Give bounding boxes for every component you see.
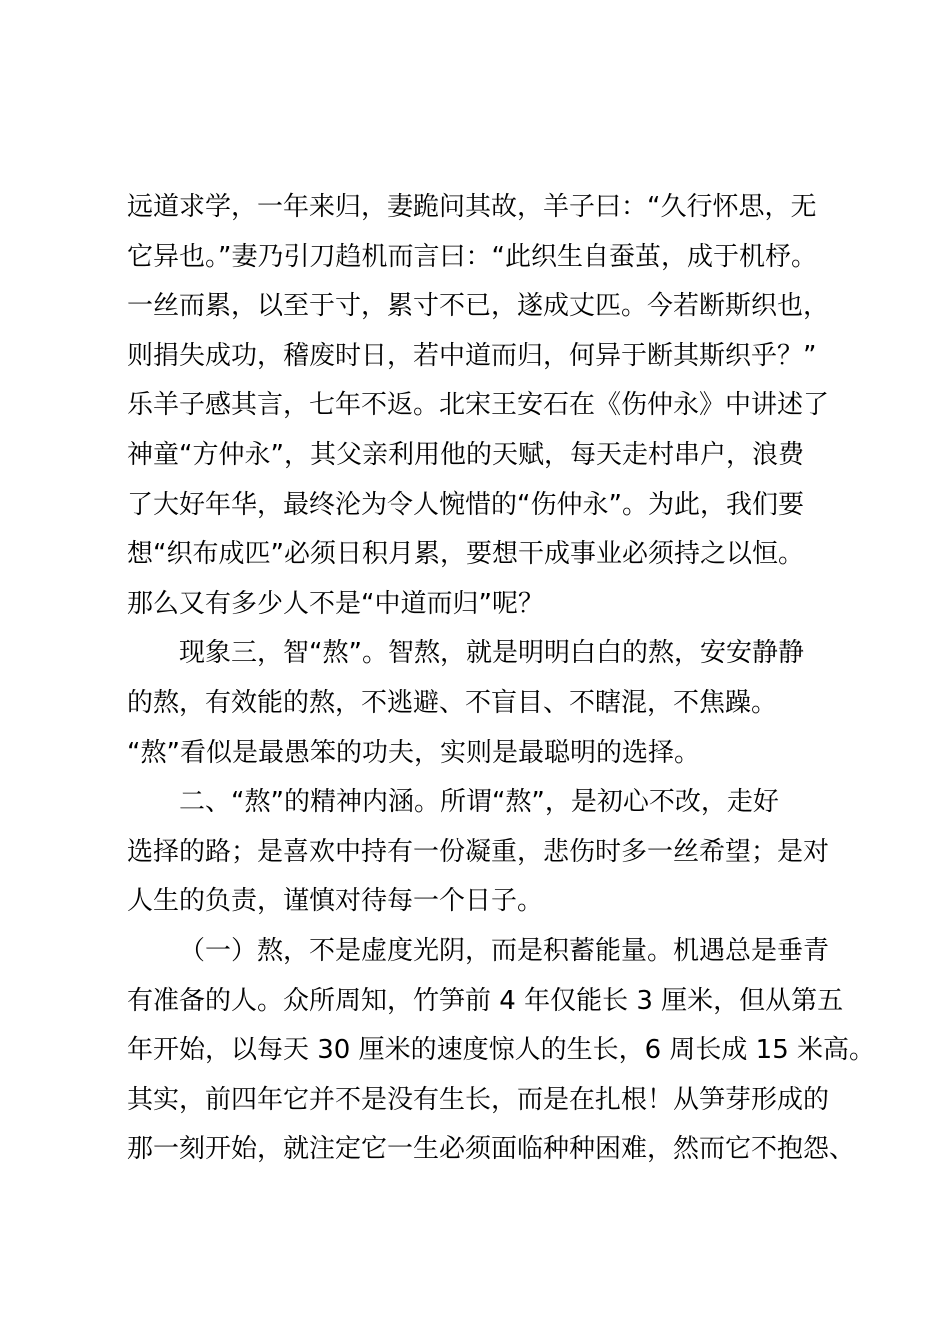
text-line: 远道求学，一年来归，妻跪问其故，羊子曰：“久行怀思，无 [127, 192, 817, 222]
text-line: 乐羊子感其言，七年不返。北宋王安石在《伤仲永》中讲述了 [127, 390, 830, 421]
body-text [127, 183, 876, 1175]
text-line: 一丝而累，以至于寸，累寸不已，遂成丈匹。今若断斯织也， [127, 291, 830, 322]
text-line: 想“织布成匹”必须日积月累，要想干成事业必须持之以恒。 [127, 539, 804, 570]
text-line: 的熬，有效能的熬，不逃避、不盲目、不瞎混，不焦躁。 [127, 687, 778, 718]
text-line: 现象三，智“熬”。智熬，就是明明白白的熬，安安静静 [179, 638, 804, 669]
text-line: （一）熬，不是虚度光阴，而是积蓄能量。机遇总是垂青 [179, 935, 830, 966]
text-line: 二、“熬”的精神内涵。所谓“熬”，是初心不改，走好 [179, 787, 779, 818]
text-line: 有准备的人。众所周知，竹笋前 4 年仅能长 3 厘米，但从第五 [127, 985, 844, 1016]
text-line: 神童“方仲永”，其父亲利用他的天赋，每天走村串户，浪费 [127, 439, 804, 470]
text-line: 了大好年华，最终沦为令人惋惜的“伤仲永”。为此，我们要 [127, 489, 804, 520]
text-line: 其实，前四年它并不是没有生长，而是在扎根！从笋芽形成的 [127, 1084, 830, 1115]
text-line: 选择的路；是喜欢中持有一份凝重，悲伤时多一丝希望；是对 [127, 836, 830, 867]
text-line: 年开始，以每天 30 厘米的速度惊人的生长，6 周长成 15 米高。 [127, 1035, 876, 1066]
text-line: 那一刻开始，就注定它一生必须面临种种困难，然而它不抱怨、 [127, 1134, 856, 1165]
text-line: 它异也。”妻乃引刀趋机而言曰：“此织生自蚕茧，成于机杼。 [127, 241, 817, 272]
text-line: 人生的负责，谨慎对待每一个日子。 [127, 886, 544, 917]
text-line: “熬”看似是最愚笨的功夫，实则是最聪明的选择。 [127, 737, 700, 768]
text-line: 那么又有多少人不是“中道而归”呢？ [127, 588, 544, 619]
text-line: 则捐失成功，稽废时日，若中道而归，何异于断其斯织乎？” [127, 340, 817, 371]
